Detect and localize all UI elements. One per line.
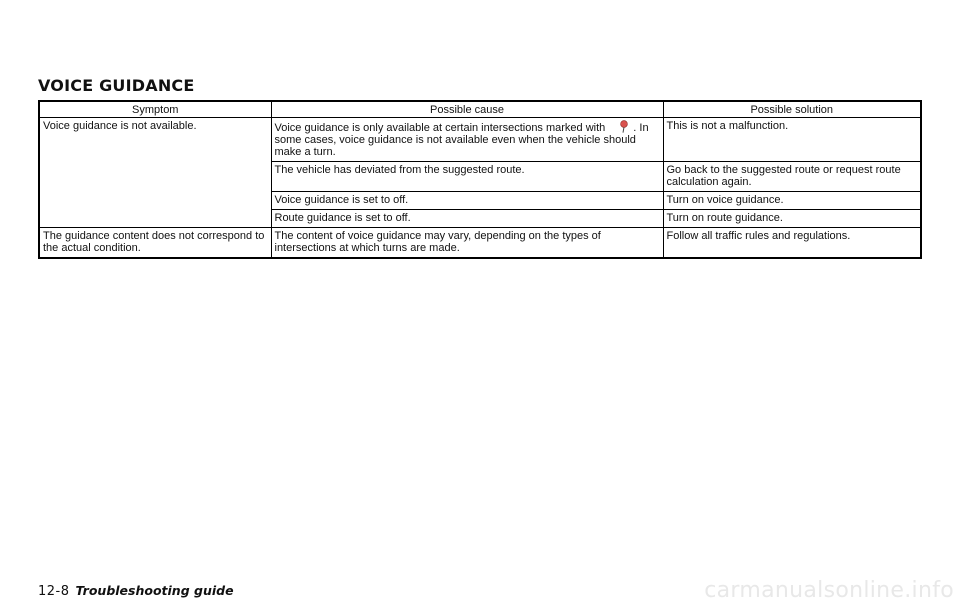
solution-cell: Go back to the suggested route or request route calculation again. — [663, 162, 921, 192]
header-possible-solution: Possible solution — [663, 101, 921, 118]
troubleshooting-table — [38, 100, 922, 259]
table-header-row — [39, 101, 921, 118]
guidance-point-pin-icon — [619, 120, 629, 133]
solution-cell: Follow all traffic rules and regulations. — [663, 228, 921, 259]
page-number: 12-8 — [38, 584, 70, 599]
solution-cell: Turn on route guidance. — [663, 210, 921, 228]
section-title: VOICE GUIDANCE — [38, 76, 195, 95]
cause-cell: Voice guidance is set to off. — [271, 192, 663, 210]
cause-cell: The content of voice guidance may vary, depending on the types of intersections at which turns are made. — [271, 228, 663, 259]
cause-cell: Route guidance is set to off. — [271, 210, 663, 228]
cause-text: . In some cases, voice guidance is not available even when the vehicle should make a turn. — [274, 122, 649, 158]
solution-cell: Turn on voice guidance. — [663, 192, 921, 210]
solution-cell: This is not a malfunction. — [663, 118, 921, 162]
cause-text: Voice guidance is only available at certain intersections marked with — [274, 122, 606, 134]
watermark: carmanualsonline.info — [704, 578, 954, 603]
header-symptom: Symptom — [39, 101, 271, 118]
cause-cell — [271, 118, 663, 162]
table-row — [39, 228, 921, 259]
symptom-cell: Voice guidance is not available. — [39, 118, 271, 228]
footer-title: Troubleshooting guide — [75, 583, 234, 598]
header-possible-cause: Possible cause — [271, 101, 663, 118]
symptom-cell: The guidance content does not correspond to the actual condition. — [39, 228, 271, 259]
cause-cell: The vehicle has deviated from the suggested route. — [271, 162, 663, 192]
table-row — [39, 118, 921, 162]
page-footer — [38, 583, 234, 599]
